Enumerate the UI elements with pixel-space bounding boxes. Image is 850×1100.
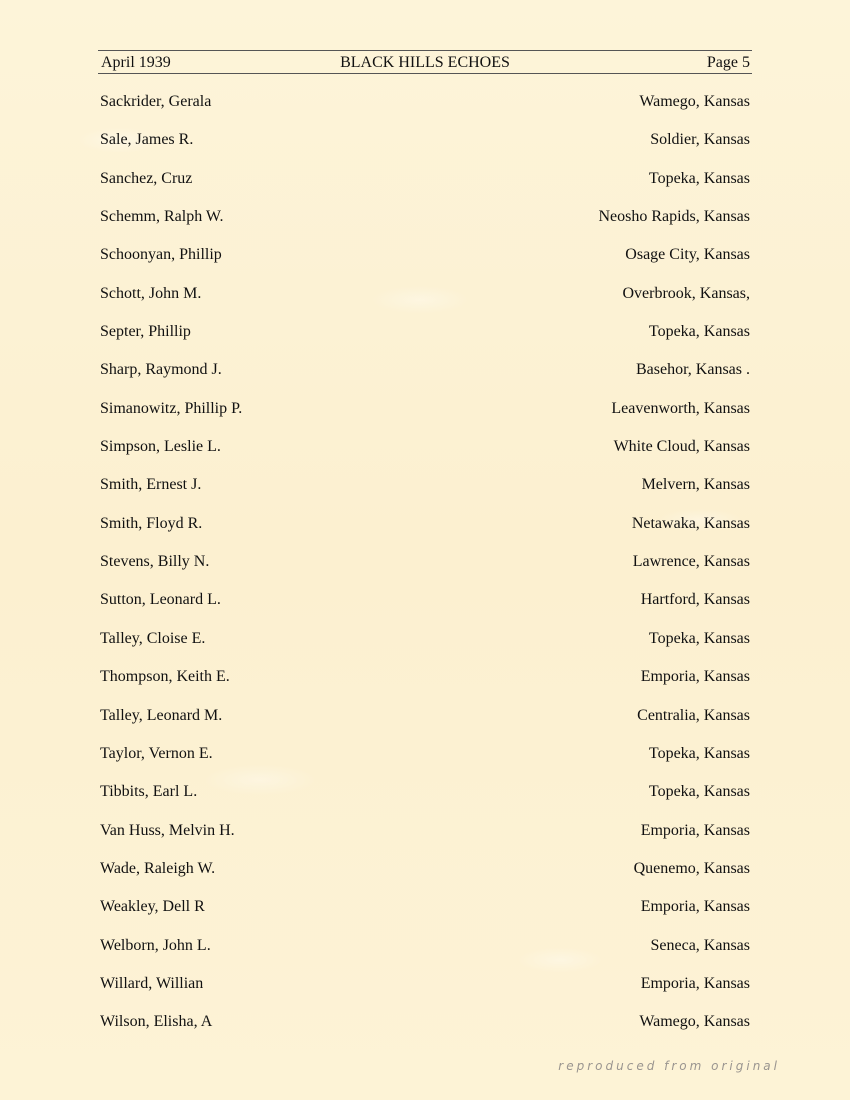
list-item xyxy=(100,205,750,243)
member-hometown: Wamego, Kansas xyxy=(639,93,750,110)
list-item xyxy=(100,397,750,435)
member-name: Weakley, Dell R xyxy=(100,898,205,916)
list-item xyxy=(100,704,750,742)
list-item xyxy=(100,128,750,166)
member-hometown: Wamego, Kansas xyxy=(639,1013,750,1031)
list-item xyxy=(100,780,750,818)
member-hometown: Lawrence, Kansas xyxy=(632,553,750,571)
list-item xyxy=(100,665,750,703)
list-item xyxy=(100,857,750,895)
member-hometown: Neosho Rapids, Kansas xyxy=(598,208,750,226)
member-name: Smith, Floyd R. xyxy=(100,514,203,532)
member-hometown: Centralia, Kansas xyxy=(637,706,750,724)
member-hometown: Quenemo, Kansas xyxy=(633,859,750,877)
member-name: Sanchez, Cruz xyxy=(100,169,193,187)
member-name: Sharp, Raymond J. xyxy=(100,361,222,379)
member-hometown: Topeka, Kansas xyxy=(648,169,750,187)
list-item xyxy=(100,90,750,128)
member-name: Talley, Leonard M. xyxy=(100,706,223,724)
member-name: Smith, Ernest J. xyxy=(100,476,202,494)
member-hometown: Basehor, Kansas . xyxy=(636,361,750,379)
member-name: Simpson, Leslie L. xyxy=(100,438,221,456)
list-item xyxy=(100,550,750,588)
list-item xyxy=(100,435,750,473)
member-name: Schott, John M. xyxy=(100,284,202,302)
member-name: Schoonyan, Phillip xyxy=(100,246,222,264)
publication-title: BLACK HILLS ECHOES xyxy=(340,54,510,71)
list-item xyxy=(100,358,750,396)
page-header xyxy=(98,50,752,74)
member-hometown: Emporia, Kansas xyxy=(640,821,750,839)
list-item xyxy=(100,742,750,780)
reproduction-note: reproduced from original xyxy=(558,1059,780,1073)
member-hometown: Osage City, Kansas xyxy=(625,246,750,264)
member-name: Wade, Raleigh W. xyxy=(100,859,216,877)
list-item xyxy=(100,972,750,1010)
member-name: Van Huss, Melvin H. xyxy=(100,821,235,839)
member-hometown: Topeka, Kansas xyxy=(648,783,750,801)
list-item xyxy=(100,934,750,972)
member-hometown: White Cloud, Kansas xyxy=(613,438,750,456)
member-name: Talley, Cloise E. xyxy=(100,629,206,647)
member-name: Stevens, Billy N. xyxy=(100,553,210,571)
member-hometown: Netawaka, Kansas xyxy=(631,514,750,532)
member-hometown: Emporia, Kansas xyxy=(640,668,750,686)
list-item xyxy=(100,895,750,933)
member-hometown: Seneca, Kansas xyxy=(650,936,750,954)
list-item xyxy=(100,588,750,626)
member-name: Simanowitz, Phillip P. xyxy=(100,399,243,417)
member-name: Sutton, Leonard L. xyxy=(100,591,221,609)
member-hometown: Emporia, Kansas xyxy=(640,974,750,992)
list-item xyxy=(100,282,750,320)
member-hometown: Emporia, Kansas xyxy=(640,898,750,916)
issue-date: April 1939 xyxy=(101,54,171,71)
member-name: Welborn, John L. xyxy=(100,936,211,954)
list-item xyxy=(100,473,750,511)
member-name: Tibbits, Earl L. xyxy=(100,783,198,801)
member-hometown: Soldier, Kansas xyxy=(650,131,750,149)
member-name: Willard, Willian xyxy=(100,974,204,992)
member-name: Taylor, Vernon E. xyxy=(100,744,213,762)
member-hometown: Topeka, Kansas xyxy=(648,323,750,341)
page-number: Page 5 xyxy=(706,54,750,71)
member-hometown: Topeka, Kansas xyxy=(648,744,750,762)
member-hometown: Hartford, Kansas xyxy=(640,591,750,609)
list-item xyxy=(100,627,750,665)
member-name: Thompson, Keith E. xyxy=(100,668,230,686)
member-hometown: Leavenworth, Kansas xyxy=(611,399,750,417)
member-name: Sackrider, Gerala xyxy=(100,93,212,110)
member-name: Septer, Phillip xyxy=(100,323,191,341)
member-name: Schemm, Ralph W. xyxy=(100,208,224,226)
member-hometown: Overbrook, Kansas, xyxy=(622,284,750,302)
list-item xyxy=(100,1010,750,1048)
list-item xyxy=(100,819,750,857)
member-hometown: Topeka, Kansas xyxy=(648,629,750,647)
list-item xyxy=(100,320,750,358)
roster-list xyxy=(100,90,750,1049)
list-item xyxy=(100,243,750,281)
list-item xyxy=(100,167,750,205)
member-name: Sale, James R. xyxy=(100,131,194,149)
list-item xyxy=(100,512,750,550)
member-name: Wilson, Elisha, A xyxy=(100,1013,213,1031)
member-hometown: Melvern, Kansas xyxy=(641,476,750,494)
